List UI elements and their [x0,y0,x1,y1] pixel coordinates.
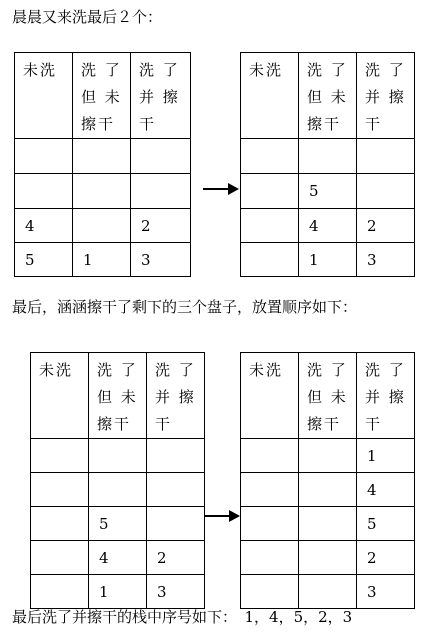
cell [131,139,191,174]
cell [15,139,73,174]
stack-table-before-2 [30,352,205,609]
cell: 5 [15,243,73,277]
cell [299,473,357,507]
cell [89,473,147,507]
cell [131,174,191,209]
cell [299,575,357,609]
header-washed-not-dried: 洗 了 但 未 擦干 [299,53,357,139]
cell [73,209,131,243]
cell [299,507,357,541]
cell [241,209,299,243]
header-washed-not-dried: 洗 了 但 未 擦干 [73,53,131,139]
cell [241,541,299,575]
cell [241,243,299,277]
cell: 4 [15,209,73,243]
cell: 1 [73,243,131,277]
cell: 2 [131,209,191,243]
cell [241,174,299,209]
cell [31,507,89,541]
cell: 4 [89,541,147,575]
cell: 2 [357,209,415,243]
cell: 4 [357,473,415,507]
cell [73,139,131,174]
cell: 5 [299,174,357,209]
cell [89,439,147,473]
header-unwashed: 未洗 [241,353,299,439]
header-washed-not-dried: 洗 了 但 未 擦干 [299,353,357,439]
cell [299,541,357,575]
cell [241,575,299,609]
cell [147,473,205,507]
header-unwashed: 未洗 [241,53,299,139]
cell: 1 [357,439,415,473]
cell [241,439,299,473]
transition-arrow-icon [203,183,239,195]
cell [357,174,415,209]
cell [147,439,205,473]
header-washed-dried: 洗 了 并 擦 干 [357,53,415,139]
result-caption: 最后洗了并擦干的栈中序号如下： 1，4，5，2，3 [12,608,353,626]
cell [241,473,299,507]
cell [241,507,299,541]
cell [31,541,89,575]
cell [299,439,357,473]
cell: 3 [357,575,415,609]
header-washed-not-dried: 洗 了 但 未 擦干 [89,353,147,439]
cell [31,473,89,507]
cell: 2 [147,541,205,575]
cell: 4 [299,209,357,243]
stack-table-before-1 [14,52,191,277]
stack-table-after-2 [240,352,415,609]
cell: 3 [357,243,415,277]
header-washed-dried: 洗 了 并 擦 干 [131,53,191,139]
header-unwashed: 未洗 [31,353,89,439]
cell [31,575,89,609]
cell [31,439,89,473]
cell [357,139,415,174]
cell: 5 [357,507,415,541]
step-caption-2: 最后，涵涵擦干了剩下的三个盘子，放置顺序如下： [12,298,358,316]
cell: 3 [131,243,191,277]
cell: 1 [89,575,147,609]
cell: 1 [299,243,357,277]
cell [147,507,205,541]
cell [15,174,73,209]
transition-arrow-icon [204,510,240,522]
cell [73,174,131,209]
cell [241,139,299,174]
header-washed-dried: 洗 了 并 擦 干 [147,353,205,439]
cell: 3 [147,575,205,609]
cell [299,139,357,174]
cell: 2 [357,541,415,575]
stack-table-after-1 [240,52,415,277]
step-caption-1: 晨晨又来洗最后２个： [12,8,163,26]
header-unwashed: 未洗 [15,53,73,139]
header-washed-dried: 洗 了 并 擦 干 [357,353,415,439]
cell: 5 [89,507,147,541]
